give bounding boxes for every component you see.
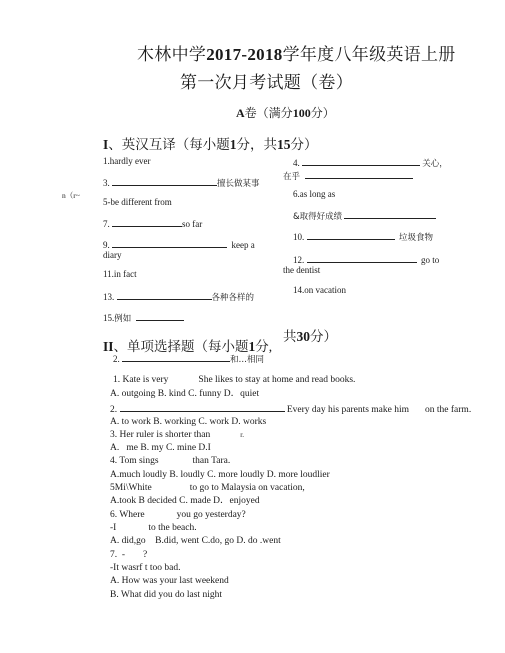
item-text: 擅长做某事 [217,179,260,189]
item-text: 和…相同 [230,355,265,365]
question-text: 1. Kate is very [113,375,169,385]
vocab-item-5 [103,197,172,208]
vocab-item-8 [293,209,436,223]
subtitle-unit: 分） [310,106,335,120]
section2-points: 1 [248,339,256,354]
question-text: 2. [110,405,118,415]
option-line: A. to work B. working C. work D. works [110,417,267,427]
option-text: A. did,go [110,536,146,546]
item-text: as long as [299,189,336,199]
item-number: 13. [103,292,115,302]
question-line [110,402,471,416]
option-line: A.much loudly B. loudly C. more loudly D. more loudlier [110,470,330,480]
question-text-tail: - [121,550,126,560]
section1-heading-text3: 分） [290,137,318,152]
vocab-item-13 [103,290,254,304]
question-line [110,429,244,441]
option-line [110,535,281,547]
section2-tail-text: 共 [283,329,297,344]
section2-total: 30 [296,329,310,344]
item-text: 例如 [114,314,132,324]
question-line [110,522,197,534]
option-text-tail: B.did, went C.do, go D. do .went [155,536,281,546]
question-line [110,549,147,561]
section2-roman: II [103,339,114,354]
option-line [110,442,211,454]
vocab-item-11 [103,269,137,280]
section2-heading-text2: 分, [255,339,273,354]
question-text: 3. Her ruler is shorter than [110,430,211,440]
section1-heading-text2: 分，共 [236,137,278,152]
subtitle-letter: A [236,106,245,120]
vocab-item-4 [293,156,448,170]
option-text-tail: me B. my C. mine D.I [126,443,211,453]
vocab-item-6 [293,189,335,200]
item-number: 6. [293,189,300,199]
option-text: A. [110,443,120,453]
answer-blank[interactable] [117,290,212,300]
vocab-item-9-cont: diary [103,250,122,260]
vocab-item-9 [103,238,255,251]
option-line: A. outgoing B. kind C. funny D．quiet [110,389,260,399]
answer-blank[interactable] [302,156,420,166]
item-number: 15. [103,313,115,323]
question-text-tail: Every day his parents make him [286,405,410,415]
item-number: 9. [103,240,110,250]
option-line: A. How was your last weekend [110,576,229,586]
question-text: 7. [110,550,118,560]
vocab-item-7 [103,217,202,230]
question-line [110,482,305,494]
vocab-item-14 [293,285,346,296]
question-line [110,509,246,521]
item-text: 在乎 [283,172,301,182]
section1-roman: I [103,137,109,152]
question-text-tail: you go yesterday? [176,510,246,520]
subtitle-score: 100 [292,106,311,120]
question-line [113,374,355,386]
item-text: 各种各样的 [211,293,255,303]
vocab-item-4-cont [283,169,413,183]
item-number: 10. [293,232,305,242]
vocab-item-10 [293,230,433,244]
section1-total: 15 [277,137,291,152]
question-text: 4. Tom sings [110,456,159,466]
item-number: 14. [293,285,305,295]
item-text: on vacation [304,285,346,295]
item-number: 12. [293,255,305,265]
section2-heading-text: 、单项选择题（每小题 [113,339,249,354]
answer-blank[interactable] [305,169,413,179]
question-text: 6. Where [110,510,145,520]
item-number: 11. [103,269,114,279]
item-text: keep a [231,240,255,250]
option-line: B. What did you do last night [110,590,222,600]
item-text: be different from [110,197,172,207]
answer-blank[interactable] [120,402,285,412]
item-text: .hardly ever [107,156,151,166]
item-text: in fact [113,269,137,279]
vocab-item-1 [103,156,150,167]
question-text-tail: to the beach. [148,523,197,533]
question-text: 5Mi\White [110,483,152,493]
question-text-tail2: on the farm. [425,405,472,415]
vocab-item-2 [113,352,264,366]
answer-blank[interactable] [112,176,217,186]
item-text: 垃圾食物 [399,233,434,243]
answer-blank[interactable] [136,311,184,321]
question-text-tail: to go to Malaysia on vacation, [189,483,305,493]
option-line: A.took B decided C. made D．enjoyed [110,496,260,506]
page-title-line2: 第一次月考试题（卷） [180,73,353,92]
question-text-tail2: ? [143,550,148,560]
answer-blank[interactable] [112,238,227,248]
item-number: 5- [103,197,111,207]
vocab-item-12-cont: the dentist [283,265,321,275]
title-rest: 学年度八年级英语上册 [282,45,456,64]
margin-note: n（r~ [62,191,80,200]
question-line: -It wasrf t too bad. [110,563,181,573]
question-text-tail: She likes to stay at home and read books. [198,375,356,385]
item-text: 关心， [422,159,448,169]
subtitle-word: 卷（满分 [244,106,293,120]
section2-tail-text2: 分） [310,329,337,344]
section1-heading [103,133,318,153]
question-line [110,455,230,467]
vocab-item-15 [103,311,184,325]
item-number: 3. [103,178,110,188]
question-text-tail: than Tara. [192,456,231,466]
answer-blank[interactable] [307,253,417,263]
answer-blank[interactable] [344,209,436,219]
question-text-tail: r. [240,431,244,439]
title-school: 木林中学 [137,45,207,64]
page-title-line1 [137,40,456,65]
item-text: &取得好成绩 [293,212,343,222]
answer-blank[interactable] [307,230,395,240]
title-year: 2017-2018 [206,45,283,64]
item-text: so far [182,219,203,229]
item-number: 1 [103,156,108,166]
item-text: go to [421,255,440,265]
vocab-item-3 [103,176,260,190]
section2-heading-tail [283,325,337,345]
section1-heading-text: 、英汉互译（每小题 [108,137,230,152]
question-text: -I [110,523,117,533]
item-number: 2. [113,354,120,364]
answer-blank[interactable] [112,217,182,227]
item-number: 7. [103,219,110,229]
paper-subtitle [236,104,335,121]
answer-blank[interactable] [122,352,230,362]
section1-points: 1 [229,137,237,152]
item-number: 4. [293,158,300,168]
